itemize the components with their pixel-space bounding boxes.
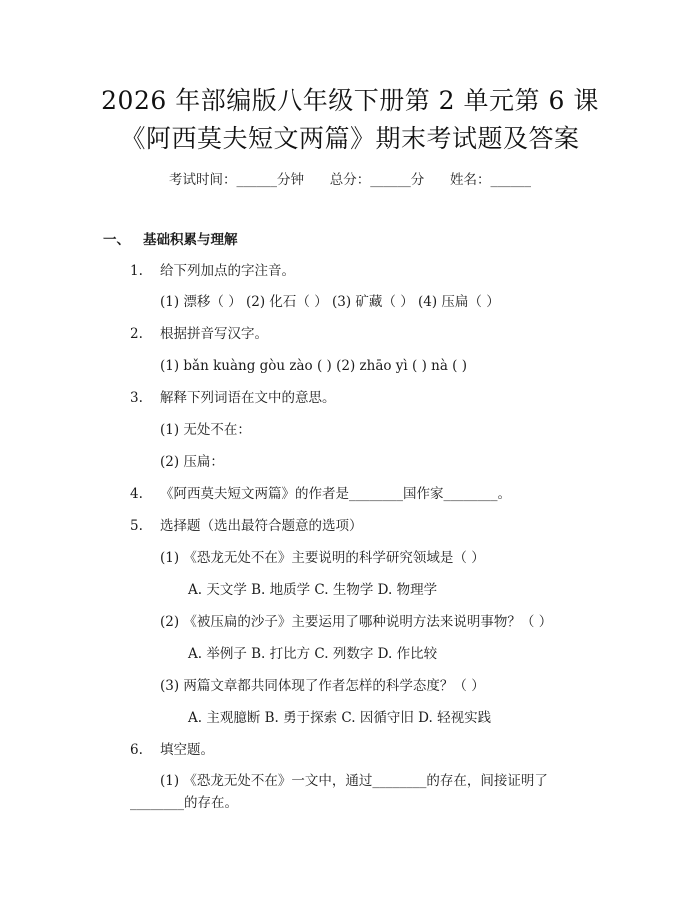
- section-number: 一、: [103, 232, 130, 248]
- title-line-2: 《阿西莫夫短文两篇》期末考试题及答案: [120, 124, 580, 153]
- question-2: [130, 324, 268, 344]
- question-text: 填空题。: [160, 742, 214, 758]
- title-line-1: 2026 年部编版八年级下册第 2 单元第 6 课: [101, 86, 599, 115]
- question-6: [130, 740, 214, 760]
- question-number: 6.: [130, 742, 143, 758]
- question-6-item-1: (1) 《恐龙无处不在》一文中，通过________的存在，间接证明了________的存在。: [130, 773, 548, 811]
- question-number: 2.: [130, 326, 143, 342]
- section-title: 基础积累与理解: [143, 232, 238, 248]
- question-5-item-3: (3) 两篇文章都共同体现了作者怎样的科学态度？（ ）: [160, 678, 485, 694]
- question-text: 选择题（选出最符合题意的选项）: [160, 518, 363, 534]
- question-3-item-1: (1) 无处不在：: [160, 422, 251, 438]
- question-5-item-1: (1) 《恐龙无处不在》主要说明的科学研究领域是（ ）: [160, 550, 485, 566]
- exam-info: 考试时间：______分钟 总分：______分 姓名：______: [169, 172, 531, 188]
- question-5-item-1-options: A. 天文学 B. 地质学 C. 生物学 D. 物理学: [188, 582, 438, 598]
- question-number: 5.: [130, 518, 143, 534]
- question-5-item-3-options: A. 主观臆断 B. 勇于探索 C. 因循守旧 D. 轻视实践: [188, 710, 492, 726]
- question-1: [130, 261, 295, 281]
- question-3: [130, 388, 336, 408]
- question-text: 《阿西莫夫短文两篇》的作者是________国作家________。: [160, 486, 511, 502]
- question-3-item-2: (2) 压扁：: [160, 454, 224, 470]
- question-number: 4.: [130, 486, 143, 502]
- question-text: 解释下列词语在文中的意思。: [160, 390, 336, 406]
- question-4: [130, 484, 511, 504]
- question-5: [130, 516, 363, 536]
- question-text: 根据拼音写汉字。: [160, 326, 268, 342]
- question-5-item-2-options: A. 举例子 B. 打比方 C. 列数字 D. 作比较: [188, 646, 438, 662]
- question-2-items: (1) bǎn kuàng gòu zào ( ) (2) zhāo yì ( ) nà ( ): [160, 358, 467, 374]
- question-number: 1.: [130, 263, 143, 279]
- question-1-items: (1) 漂移（ ） (2) 化石（ ） (3) 矿藏（ ） (4) 压扁（ ）: [160, 294, 500, 310]
- section-1-heading: [103, 230, 238, 250]
- question-5-item-2: (2) 《被压扁的沙子》主要运用了哪种说明方法来说明事物？（ ）: [160, 614, 553, 630]
- question-text: 给下列加点的字注音。: [160, 263, 295, 279]
- question-number: 3.: [130, 390, 143, 406]
